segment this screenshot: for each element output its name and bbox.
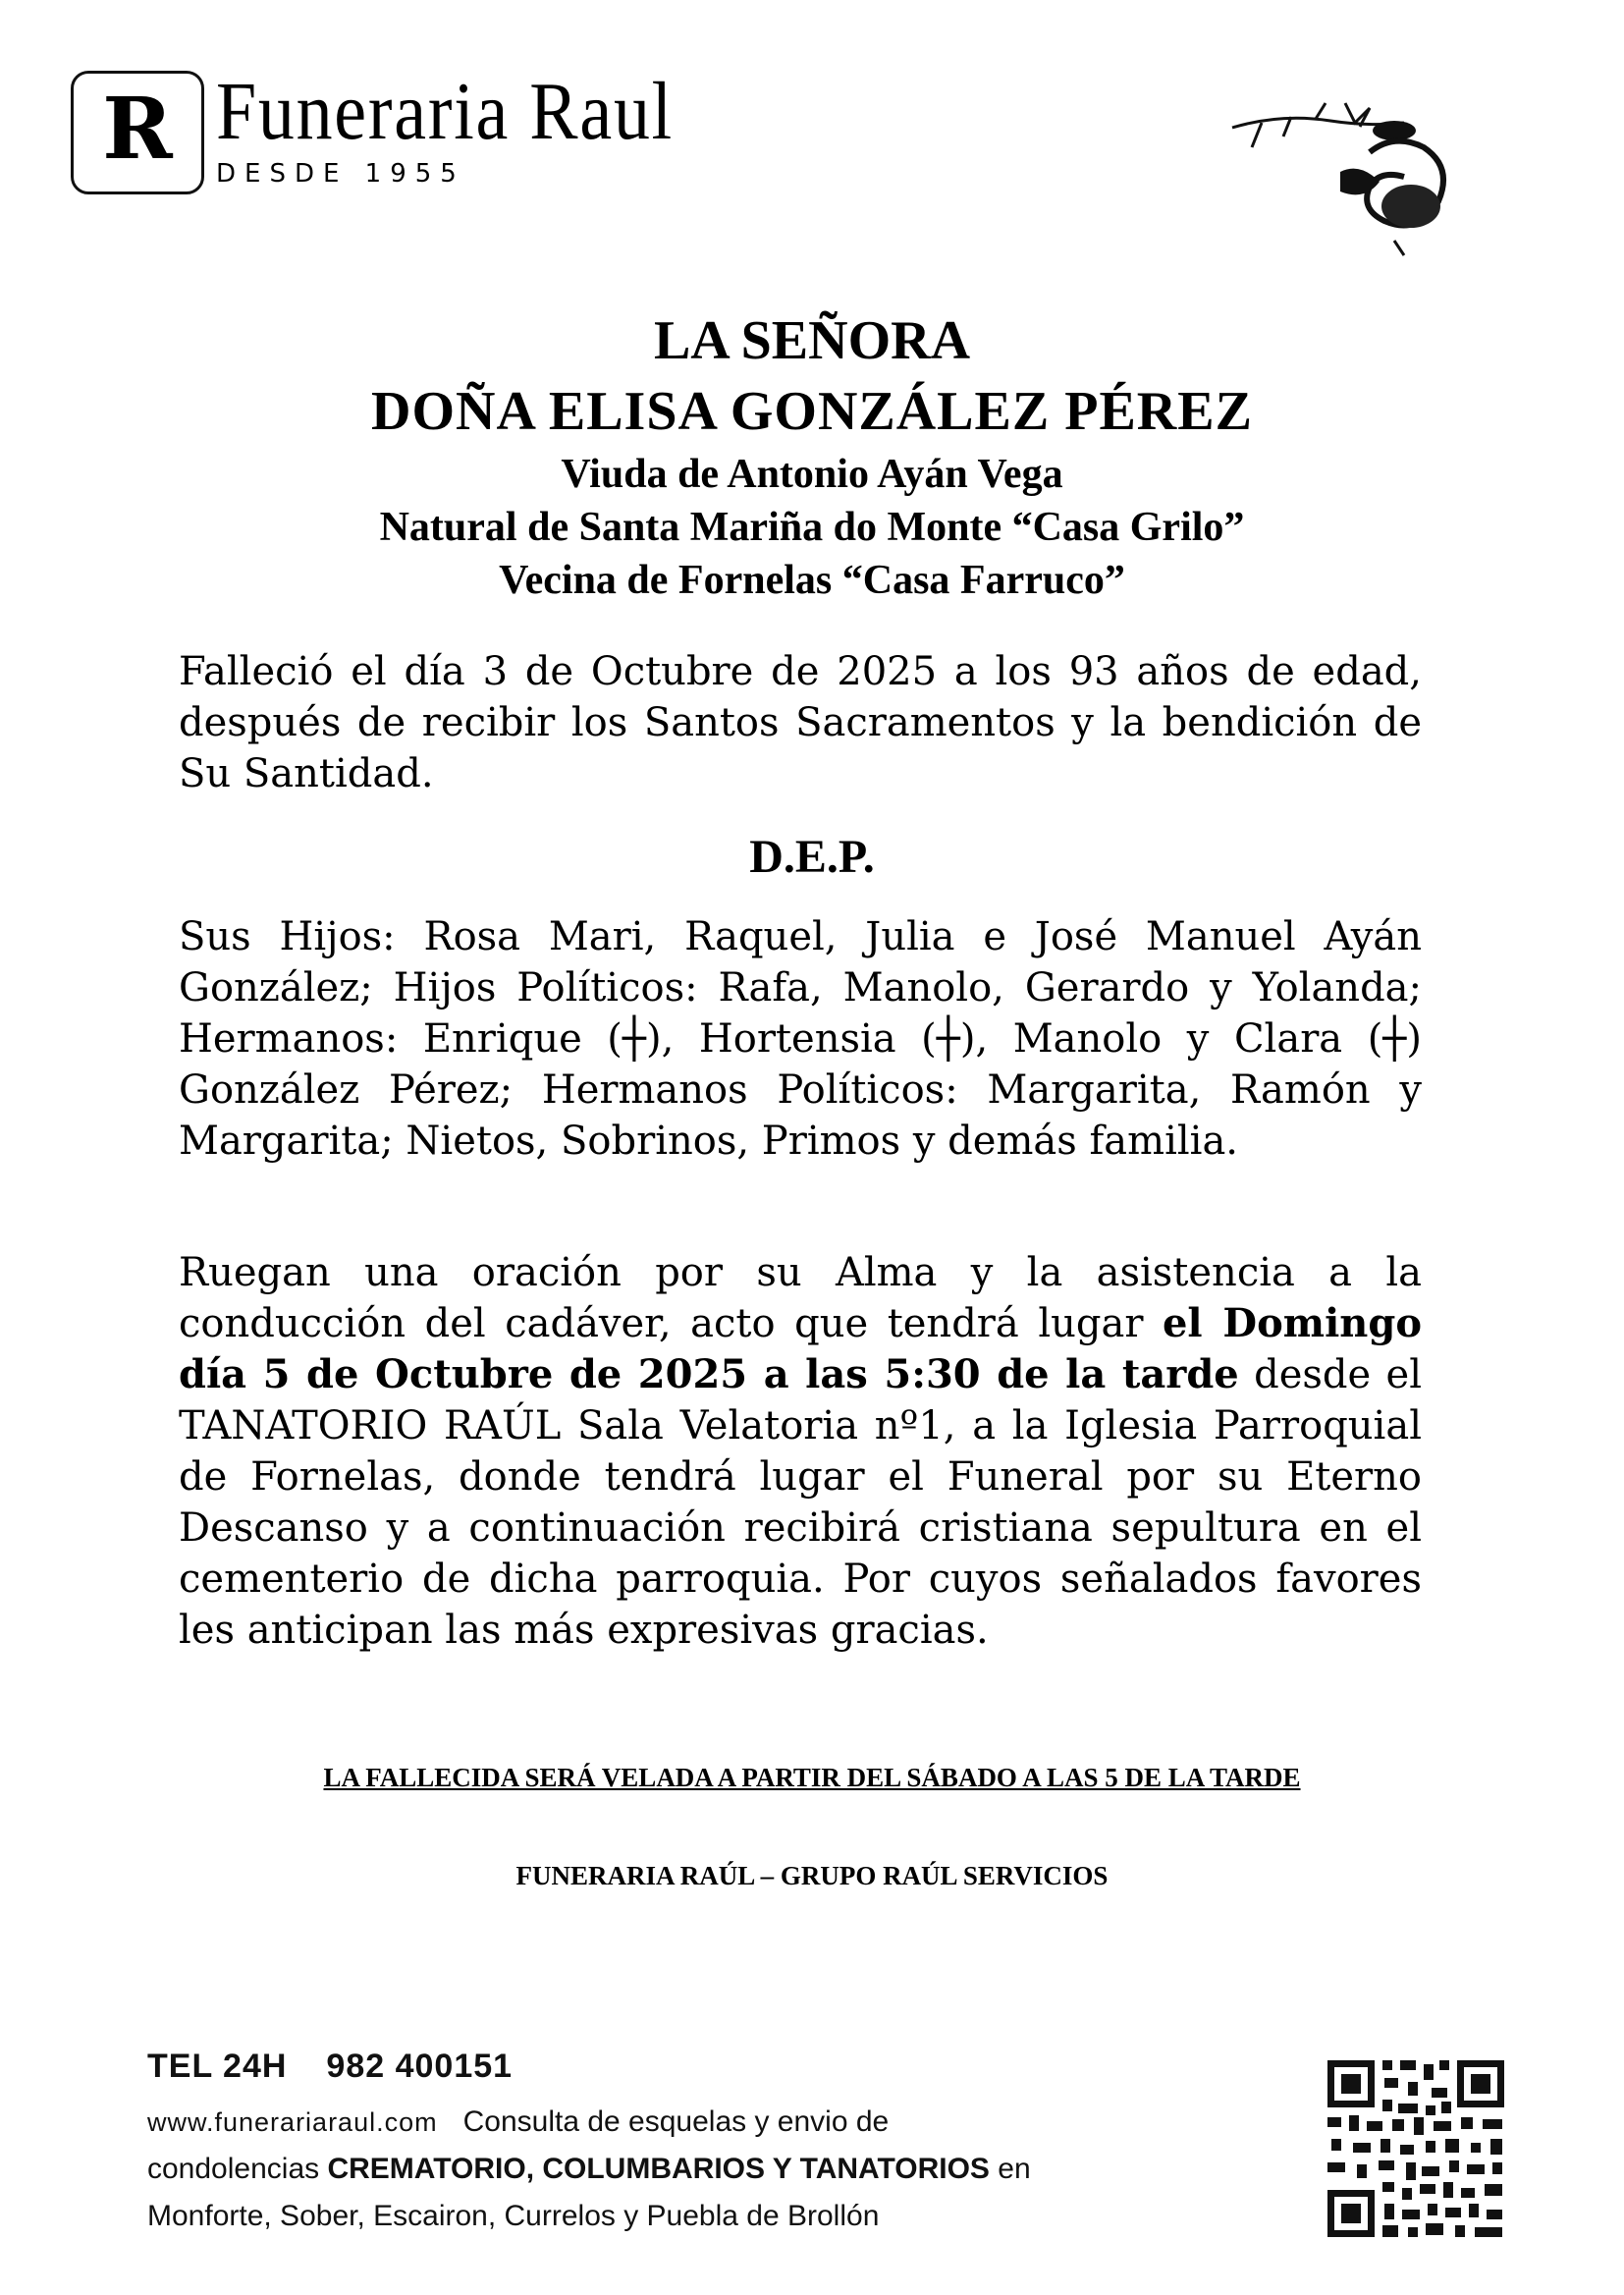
- phone-label: TEL 24H: [147, 2048, 288, 2085]
- wake-notice: LA FALLECIDA SERÁ VELADA A PARTIR DEL SÁBADO A LAS 5 DE LA TARDE: [323, 1763, 1301, 1792]
- service-paragraph: [179, 1247, 1422, 1656]
- footer-contact: [147, 2048, 1031, 2233]
- death-notice-paragraph: Falleció el día 3 de Octubre de 2025 a los 93 años de edad, después de recibir los Santos Sacramentos y la bendición de Su Santidad.: [179, 649, 1422, 796]
- services-list: CREMATORIO, COLUMBARIOS Y TANATORIOS: [327, 2153, 990, 2185]
- floral-ornament-icon: [1222, 93, 1463, 260]
- logo-name: Funeraria Raul: [216, 66, 674, 157]
- service-intro: Ruegan una oración por su Alma y la asistencia a la conducción del cadáver, acto que tendrá lugar: [179, 1250, 1422, 1346]
- company-signature: FUNERARIA RAÚL – GRUPO RAÚL SERVICIOS: [515, 1861, 1109, 1890]
- logo-mark-box: [71, 71, 204, 194]
- website-link[interactable]: www.funerariaraul.com: [147, 2107, 438, 2137]
- family-paragraph: Sus Hijos: Rosa Mari, Raquel, Julia e José Manuel Ayán González; Hijos Políticos: Rafa, Manolo, Gerardo y Yolanda; Hermanos: Enrique (┼), Hortensia (┼), Manolo y Clara (┼) González Pérez; Hermanos Políticos: Margarita, Ramón y Margarita; Nietos, Sobrinos, Primos y demás familia.: [179, 914, 1422, 1164]
- service-details: desde el TANATORIO RAÚL Sala Velatoria nº1, a la Iglesia Parroquial de Fornelas, donde tendrá lugar el Funeral por su Eterno Descanso y a continuación recibirá cristiana sepultura en el cementerio de dicha parroquia. Por cuyos señalados favores les anticipan las más expresivas gracias.: [179, 1352, 1422, 1653]
- logo-mark: R: [102, 80, 173, 179]
- locations-line: Monforte, Sober, Escairon, Currelos y Puebla de Brollón: [147, 2200, 880, 2232]
- condolences-continued: condolencias: [147, 2153, 328, 2185]
- company-logo: [71, 66, 736, 198]
- phone-number[interactable]: 982 400151: [326, 2048, 514, 2085]
- phone-line: [147, 2048, 1031, 2086]
- deceased-name: DOÑA ELISA GONZÁLEZ PÉREZ: [371, 381, 1253, 442]
- title-block: [0, 306, 1624, 607]
- title-honorific: LA SEÑORA: [653, 310, 971, 371]
- birthplace-line: Natural de Santa Mariña do Monte “Casa Grilo”: [379, 505, 1245, 550]
- widow-of-line: Viuda de Antonio Ayán Vega: [561, 452, 1063, 497]
- footer-line-3: [147, 2153, 1031, 2186]
- logo-since: DESDE 1955: [216, 159, 465, 189]
- residence-line: Vecina de Fornelas “Casa Farruco”: [499, 558, 1125, 603]
- services-en: en: [989, 2153, 1031, 2185]
- dep-heading: D.E.P.: [749, 831, 875, 883]
- service-date-time: el Domingo día 5 de Octubre de 2025 a las 5:30 de la tarde: [179, 1300, 1422, 1397]
- condolences-text: Consulta de esquelas y envio de: [462, 2105, 890, 2138]
- qr-code-icon[interactable]: [1324, 2056, 1508, 2241]
- logo-text: [216, 66, 736, 189]
- footer-line-2: [147, 2105, 1031, 2139]
